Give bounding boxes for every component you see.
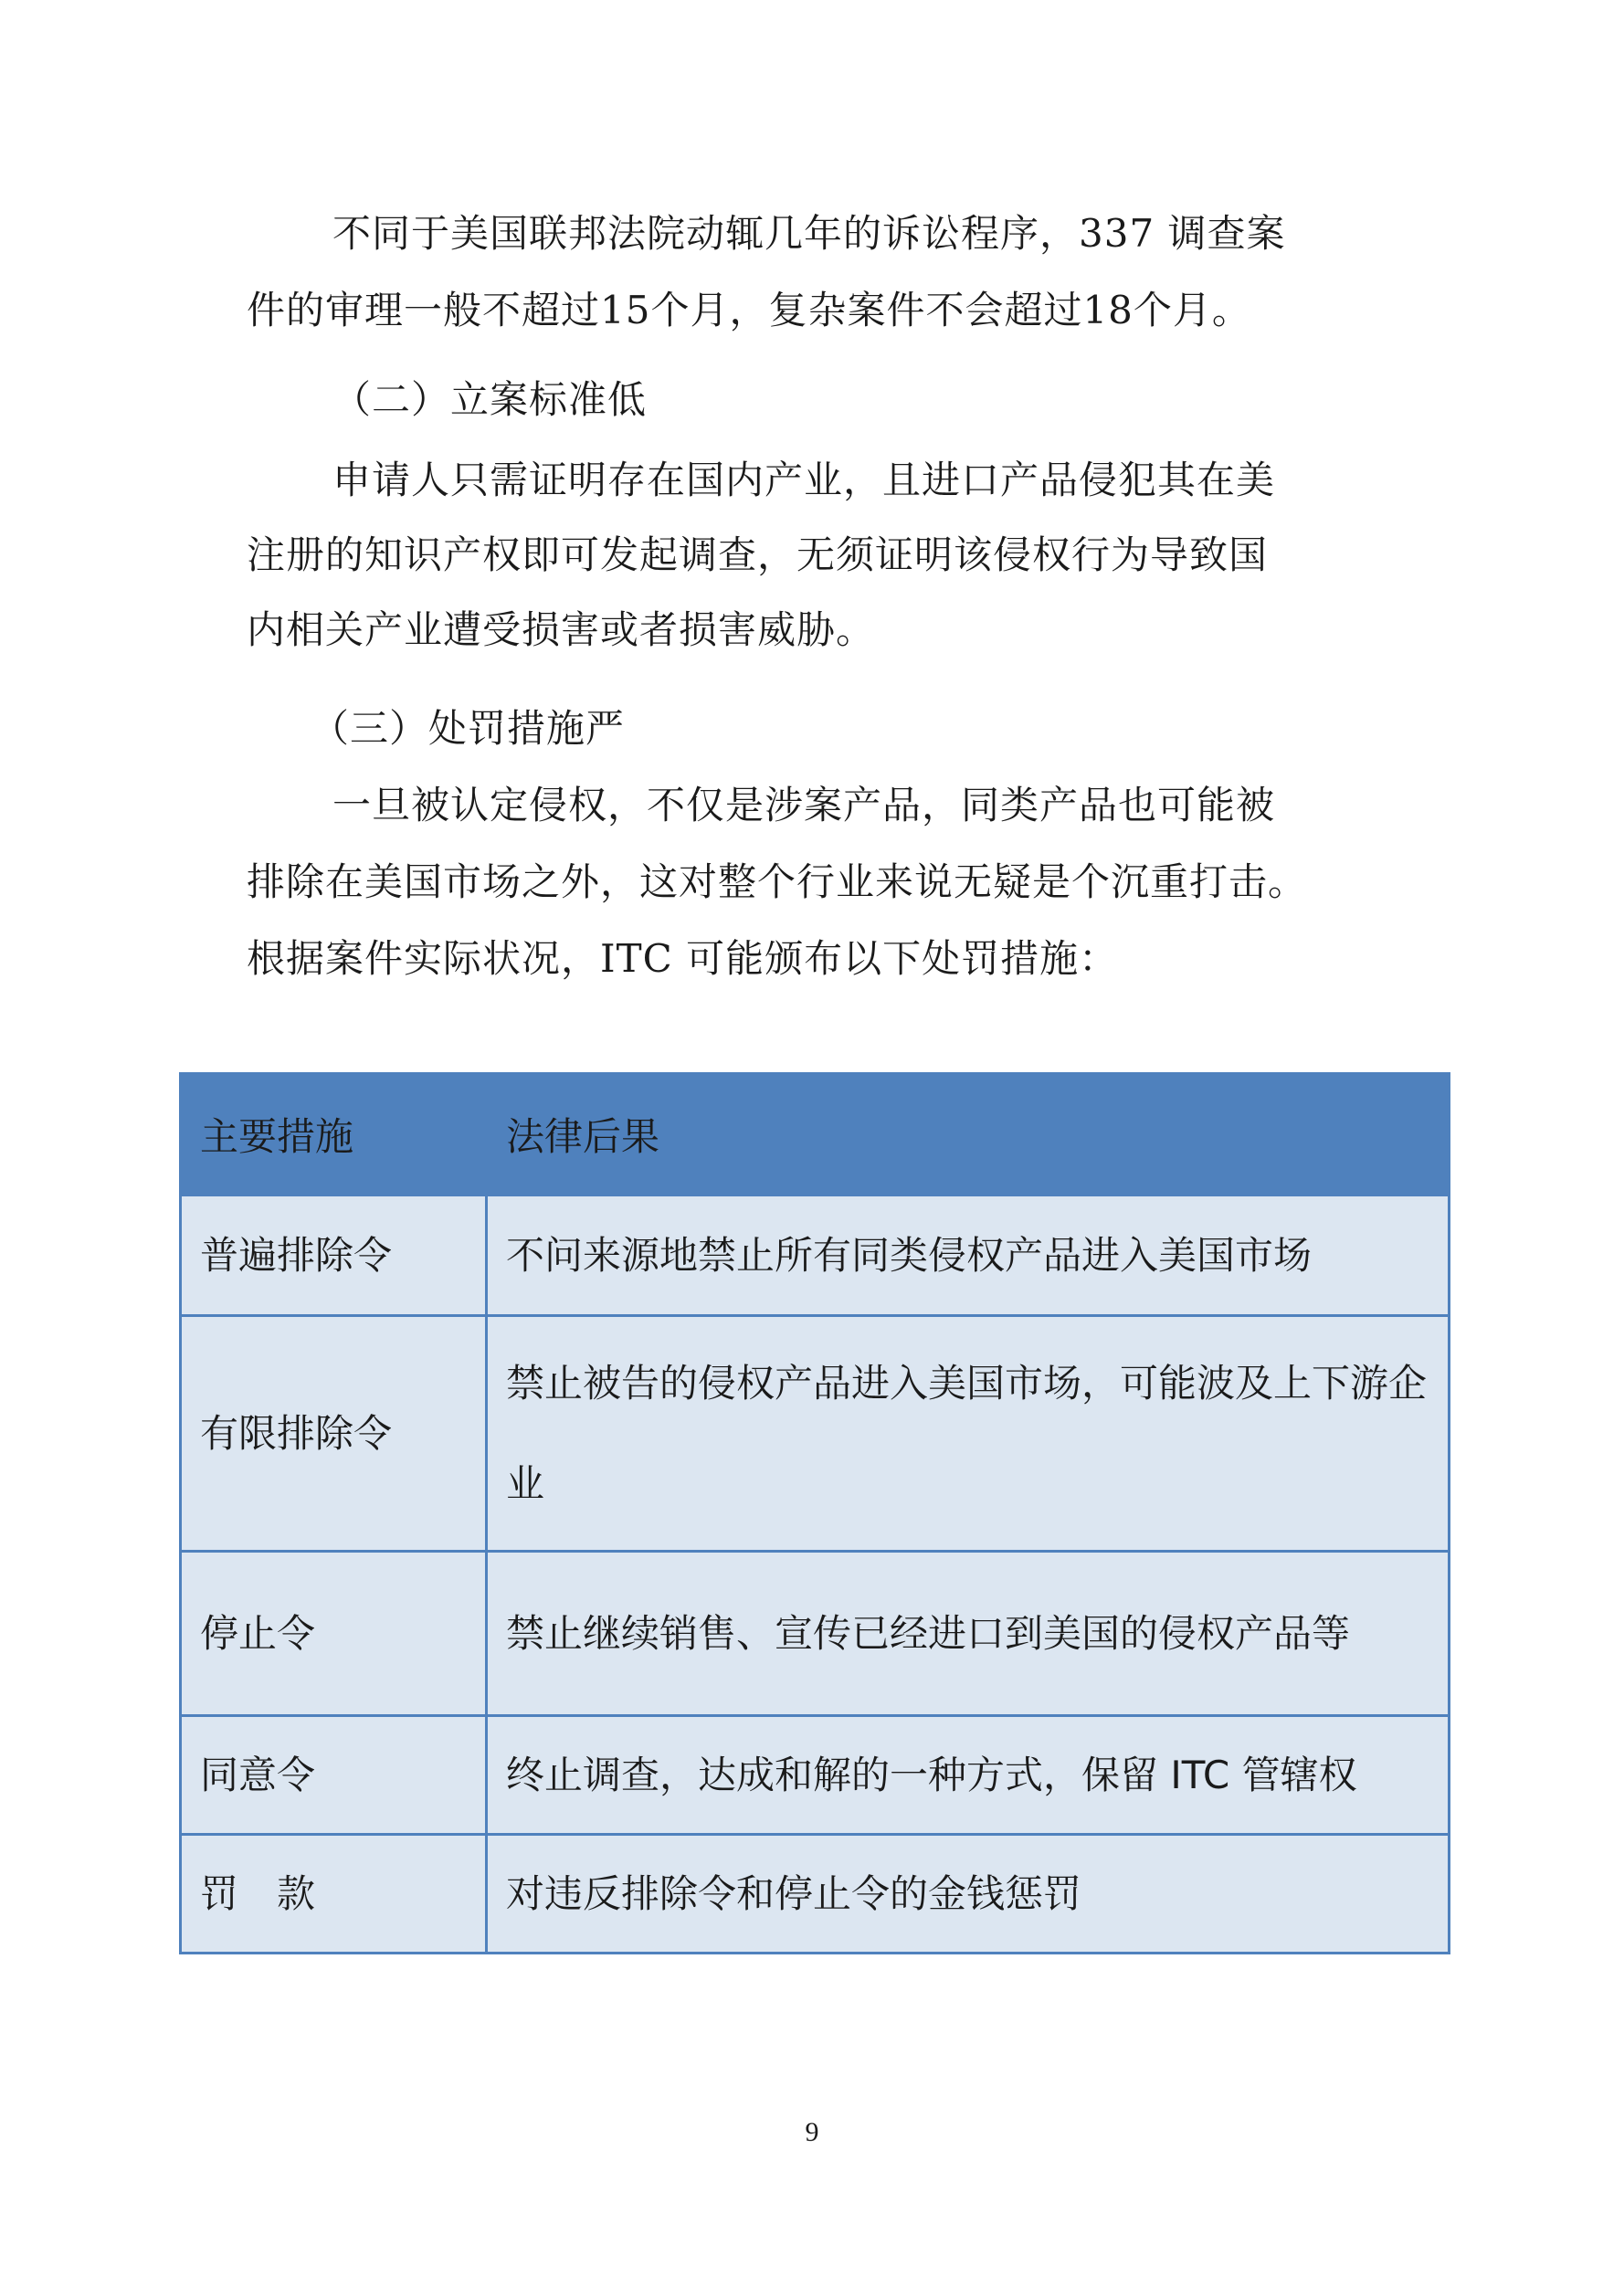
paragraph-line: 根据案件实际状况，ITC 可能颁布以下处罚措施： xyxy=(247,936,1119,981)
paragraph-line: 一旦被认定侵权，不仅是涉案产品，同类产品也可能被 xyxy=(332,783,1276,827)
measure-cell: 罚 款 xyxy=(181,1835,487,1954)
paragraph-line: 注册的知识产权即可发起调查，无须证明该侵权行为导致国 xyxy=(247,532,1269,577)
table-row xyxy=(181,1316,1450,1552)
paragraph-line: 内相关产业遭受损害或者损害威胁。 xyxy=(247,607,876,652)
table-header-row xyxy=(181,1074,1450,1195)
consequence-cell: 对违反排除令和停止令的金钱惩罚 xyxy=(487,1835,1450,1954)
column-header-measure: 主要措施 xyxy=(181,1074,487,1195)
paragraph-line: 申请人只需证明存在国内产业，且进口产品侵犯其在美 xyxy=(332,458,1276,502)
consequence-cell: 禁止继续销售、宣传已经进口到美国的侵权产品等 xyxy=(487,1552,1450,1716)
measure-cell: 同意令 xyxy=(181,1716,487,1835)
section-heading: （三）处罚措施严 xyxy=(311,706,626,751)
column-header-consequence: 法律后果 xyxy=(487,1074,1450,1195)
paragraph-line: 排除在美国市场之外，这对整个行业来说无疑是个沉重打击。 xyxy=(247,859,1308,904)
consequence-cell: 禁止被告的侵权产品进入美国市场，可能波及上下游企业 xyxy=(487,1316,1450,1552)
measure-cell: 普遍排除令 xyxy=(181,1195,487,1316)
page-number: 9 xyxy=(805,2117,819,2147)
table-row xyxy=(181,1835,1450,1954)
paragraph-line: 件的审理一般不超过15个月，复杂案件不会超过18个月。 xyxy=(247,288,1251,332)
table-row xyxy=(181,1716,1450,1835)
consequence-cell: 终止调查，达成和解的一种方式，保留 ITC 管辖权 xyxy=(487,1716,1450,1835)
table-row xyxy=(181,1552,1450,1716)
measure-cell: 停止令 xyxy=(181,1552,487,1716)
measures-table xyxy=(179,1072,1450,1954)
consequence-cell: 不问来源地禁止所有同类侵权产品进入美国市场 xyxy=(487,1195,1450,1316)
paragraph-line: 不同于美国联邦法院动辄几年的诉讼程序，337 调查案 xyxy=(332,211,1286,256)
section-heading: （二）立案标准低 xyxy=(332,377,648,422)
measure-cell: 有限排除令 xyxy=(181,1316,487,1552)
table-row xyxy=(181,1195,1450,1316)
